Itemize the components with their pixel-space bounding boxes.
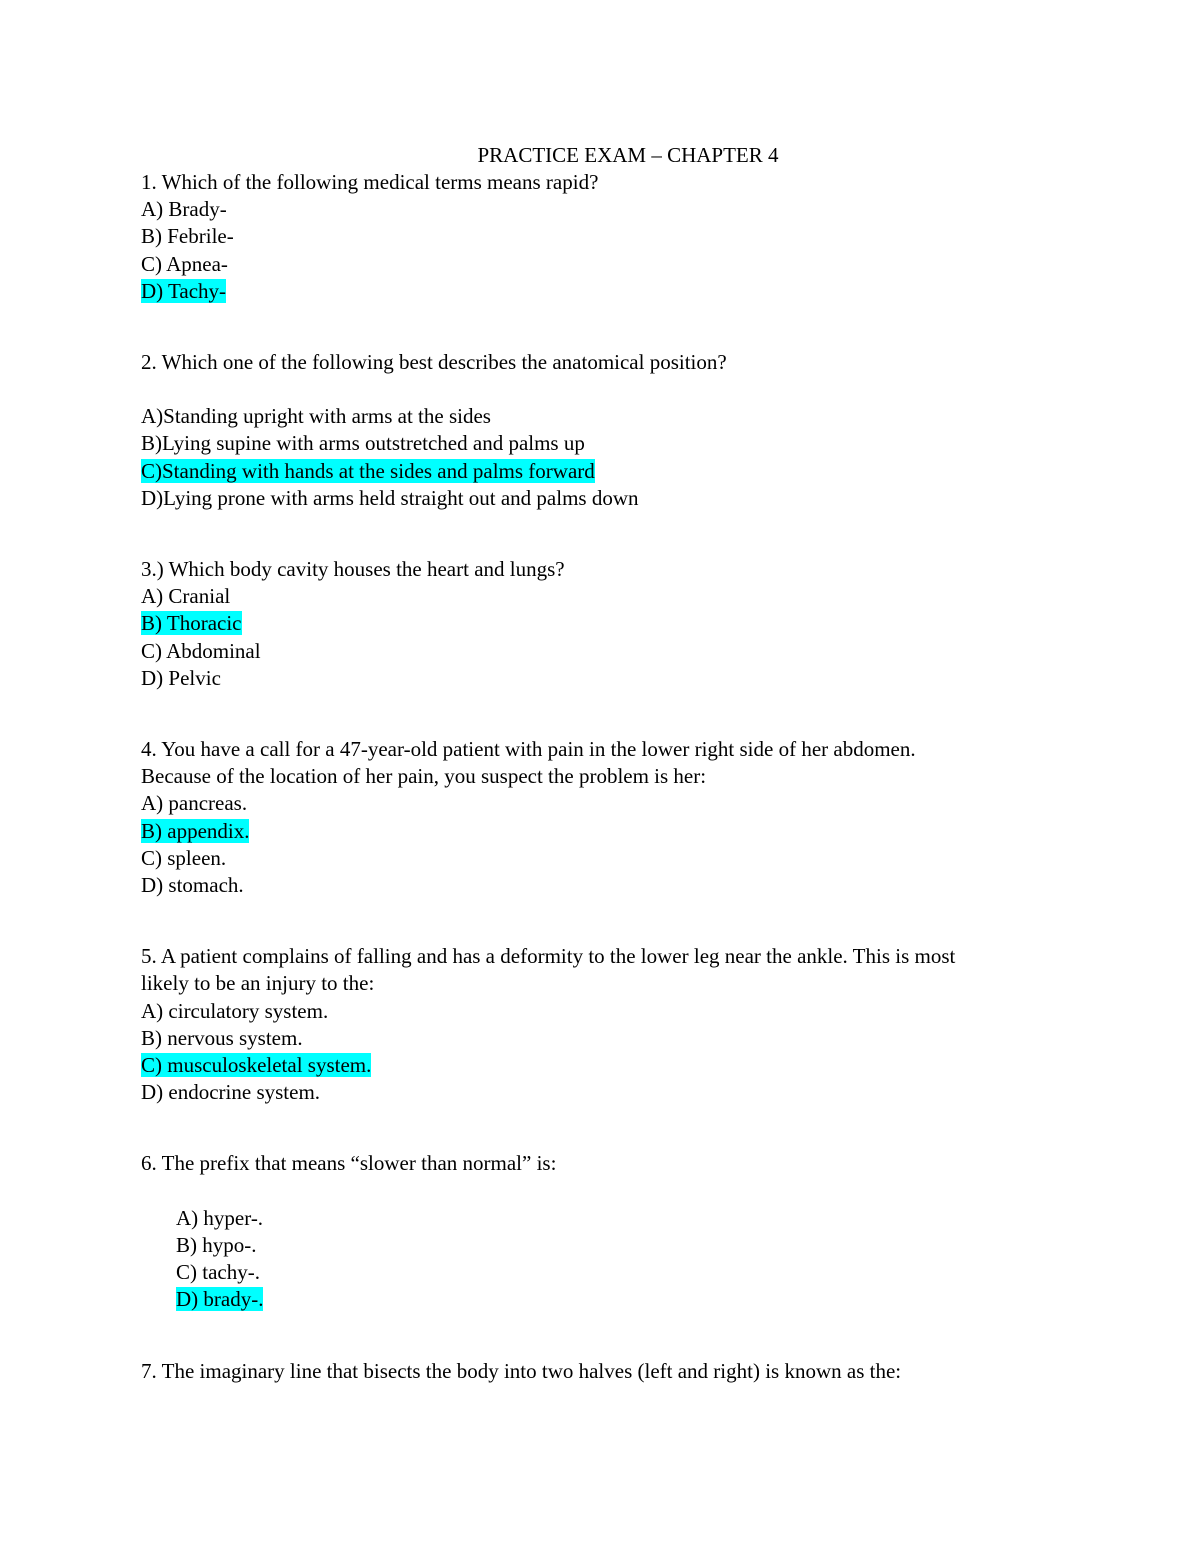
correct-answer-option: B) appendix. bbox=[141, 818, 250, 843]
answer-option: B) nervous system. bbox=[141, 1025, 303, 1050]
question-stem-continued: likely to be an injury to the: bbox=[141, 971, 375, 996]
answer-option: D) stomach. bbox=[141, 873, 244, 898]
question-stem: 7. The imaginary line that bisects the body into two halves (left and right) is known as the: bbox=[141, 1358, 902, 1383]
question-3 bbox=[141, 556, 1081, 692]
answer-option: D) endocrine system. bbox=[141, 1080, 321, 1105]
answer-option: A) circulatory system. bbox=[141, 998, 329, 1023]
answer-option: A)Standing upright with arms at the sides bbox=[141, 404, 491, 429]
question-stem: 4. You have a call for a 47-year-old patient with pain in the lower right side of her abdomen. bbox=[141, 737, 916, 762]
question-list bbox=[141, 169, 1081, 1385]
page-title: PRACTICE EXAM – CHAPTER 4 bbox=[477, 143, 779, 167]
correct-answer-option: D) Tachy- bbox=[141, 278, 227, 303]
answer-option: A) Cranial bbox=[141, 584, 231, 609]
answer-option: A) hyper-. bbox=[176, 1205, 264, 1230]
question-stem: 3.) Which body cavity houses the heart and lungs? bbox=[141, 557, 565, 582]
correct-answer-option: C) musculoskeletal system. bbox=[141, 1053, 372, 1078]
answer-option: D)Lying prone with arms held straight out and palms down bbox=[141, 485, 639, 510]
question-stem: 1. Which of the following medical terms means rapid? bbox=[141, 170, 599, 194]
question-stem-continued: Because of the location of her pain, you suspect the problem is her: bbox=[141, 764, 707, 789]
question-stem: 6. The prefix that means “slower than normal” is: bbox=[141, 1151, 557, 1176]
question-stem: 5. A patient complains of falling and has a deformity to the lower leg near the ankle. This is most bbox=[141, 944, 956, 969]
answer-option: B)Lying supine with arms outstretched and palms up bbox=[141, 431, 585, 456]
question-1 bbox=[141, 169, 1081, 305]
answer-option: C) Apnea- bbox=[141, 251, 228, 276]
answer-option: B) hypo-. bbox=[176, 1232, 257, 1257]
question-stem: 2. Which one of the following best describes the anatomical position? bbox=[141, 350, 727, 375]
question-5 bbox=[141, 943, 1081, 1106]
answer-option: C) Abdominal bbox=[141, 638, 261, 663]
correct-answer-option: B) Thoracic bbox=[141, 611, 242, 636]
answer-option: B) Febrile- bbox=[141, 224, 234, 249]
answer-option: D) Pelvic bbox=[141, 665, 221, 690]
question-7 bbox=[141, 1358, 1081, 1385]
question-2 bbox=[141, 349, 1081, 512]
question-6 bbox=[141, 1150, 1081, 1313]
correct-answer-option: D) brady-. bbox=[176, 1287, 264, 1312]
correct-answer-option: C)Standing with hands at the sides and palms forward bbox=[141, 458, 595, 483]
answer-option: A) pancreas. bbox=[141, 791, 248, 816]
answer-option: A) Brady- bbox=[141, 197, 227, 222]
question-4 bbox=[141, 736, 1081, 899]
answer-option: C) tachy-. bbox=[176, 1260, 260, 1285]
answer-option: C) spleen. bbox=[141, 845, 227, 870]
